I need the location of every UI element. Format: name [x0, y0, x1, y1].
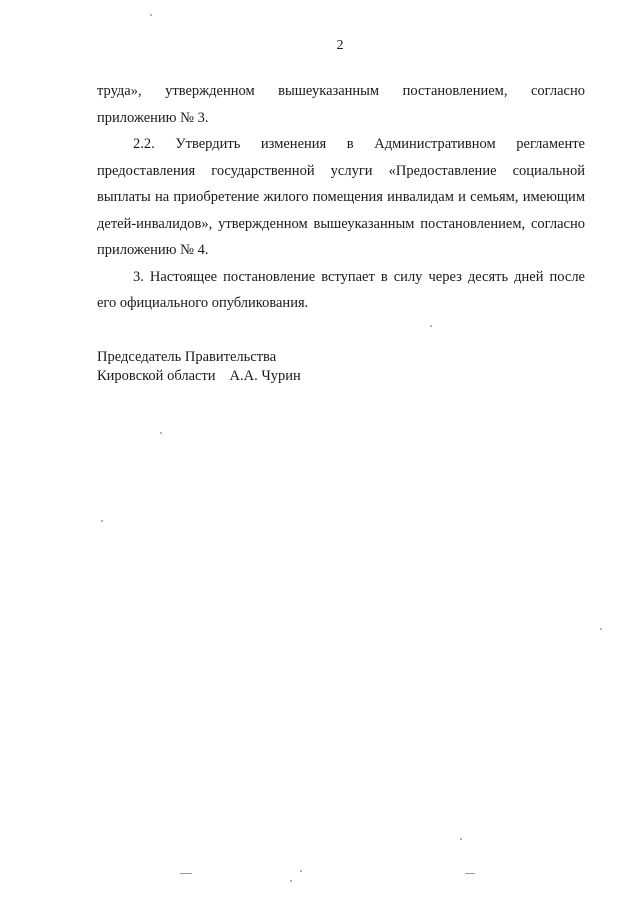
scan-speck — [300, 870, 302, 872]
paragraph-continuation: труда», утвержденном вышеуказанным постановлением, согласно приложению № 3. — [97, 83, 585, 126]
scan-speck — [600, 628, 602, 630]
scan-speck — [290, 880, 292, 882]
scan-speck — [460, 838, 462, 840]
signature-region: Кировской области — [97, 368, 216, 384]
signature-name: А.А. Чурин — [229, 368, 301, 384]
signature-block — [97, 348, 301, 386]
scan-speck — [160, 432, 162, 434]
scan-speck — [465, 873, 475, 874]
paragraph-2-2: 2.2. Утвердить изменения в Административном регламенте предоставления государственной услуги «Предоставление социальной выплаты на приобретение жилого помещения инвалидам и семьям, имеющим детей-инвалидов», утвержденном вышеуказанным постановлением, согласно приложению № 4. — [97, 136, 585, 258]
scan-speck — [150, 14, 152, 16]
signature-position-line2 — [97, 367, 301, 386]
paragraph-3: 3. Настоящее постановление вступает в силу через десять дней после его официального опубликования. — [97, 268, 585, 311]
scan-speck — [180, 873, 192, 874]
page-number: 2 — [336, 38, 344, 53]
scan-speck — [430, 325, 432, 327]
document-body — [97, 78, 585, 317]
scan-speck — [101, 520, 103, 522]
signature-position-line1: Председатель Правительства — [97, 349, 277, 365]
